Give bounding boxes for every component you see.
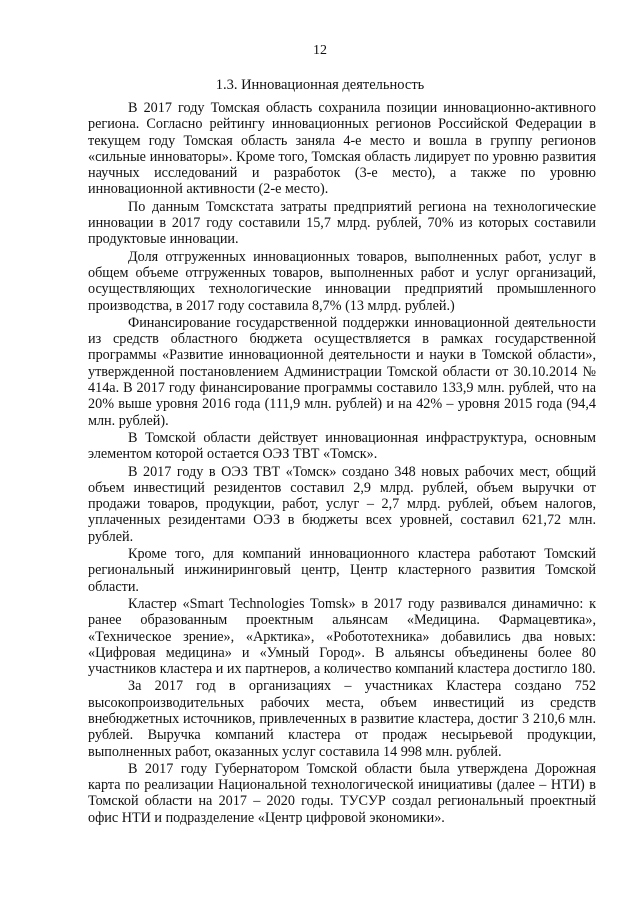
paragraph-nti-roadmap: В 2017 году Губернатором Томской области была утверждена Дорожная карта по реализации Национальной технологической инициативы (далее – НТИ) в Томской области на 2017 – 2020 годы. ТУСУР создал региональный проектный офис НТИ и подразделение «Центр цифровой экономики». [88, 760, 596, 826]
paragraph-innovative-goods-share: Доля отгруженных инновационных товаров, выполненных работ, услуг в общем объеме отгруженных товаров, выполненных работ и услуг организаций, осуществляющих технологические инновации предприятий промышленного производства, в 2017 году составила 8,7% (13 млрд. рублей.) [88, 248, 596, 314]
paragraph-innovation-costs: По данным Томскстата затраты предприятий региона на технологические инновации в 2017 году составили 15,7 млрд. рублей, 70% из которых составили продуктовые инновации. [88, 198, 596, 248]
paragraph-innovation-ranking: В 2017 году Томская область сохранила позиции инновационно-активного региона. Согласно рейтингу инновационных регионов Российской Федерации в текущем году Томская область заняла 4-е место и вошла в группу регионов «сильные инноваторы». Кроме того, Томская область лидирует по уровню развития научных исследований и разработок (3-е место), а также по уровню инновационной активности (2-е место). [88, 100, 596, 198]
paragraph-sez-results: В 2017 году в ОЭЗ ТВТ «Томск» создано 348 новых рабочих мест, общий объем инвестиций резидентов составил 2,9 млрд. рублей, объем выручки от продажи товаров, продукции, работ, услуг – 2,7 млрд. рублей, объем налогов, уплаченных резидентами ОЭЗ в бюджеты всех уровней, составил 621,72 млн. рублей. [88, 463, 596, 545]
paragraph-cluster-results: За 2017 год в организациях – участниках Кластера создано 752 высокопроизводительных рабочих места, объем инвестиций из средств внебюджетных источников, привлеченных в развитие кластера, достиг 3 210,6 млн. рублей. Выручка компаний кластера от продаж несырьевой продукции, выполненных работ, оказанных услуг составила 14 998 млн. рублей. [88, 678, 596, 760]
paragraph-state-support-financing: Финансирование государственной поддержки инновационной деятельности из средств областного бюджета осуществляется в рамках государственной программы «Развитие инновационной деятельности и науки в Томской области», утвержденной постановлением Администрации Томской области от 30.10.2014 № 414а. В 2017 году финансирование программы составило 133,9 млн. рублей, что на 20% выше уровня 2016 года (111,9 млн. рублей) и на 42% – уровня 2015 года (94,4 млн. рублей). [88, 314, 596, 429]
paragraph-cluster-alliances: Кластер «Smart Technologies Tomsk» в 2017 году развивался динамично: к ранее образованным проектным альянсам «Медицина. Фармацевтика», «Техническое зрение», «Арктика», «Робототехника» добавились два новых: «Цифровая медицина» и «Умный Город». В альянсы объединены более 80 участников кластера и их партнеров, а количество компаний кластера достигло 180. [88, 595, 596, 678]
paragraph-cluster-centers: Кроме того, для компаний инновационного кластера работают Томский региональный инжиниринговый центр, Центр кластерного развития Томской области. [88, 546, 596, 595]
page-number: 12 [313, 43, 327, 58]
body-text [88, 100, 596, 827]
paragraph-innovation-infrastructure: В Томской области действует инновационная инфраструктура, основным элементом которой остается ОЭЗ ТВТ «Томск». [88, 429, 596, 463]
section-title: 1.3. Инновационная деятельность [215, 77, 425, 93]
